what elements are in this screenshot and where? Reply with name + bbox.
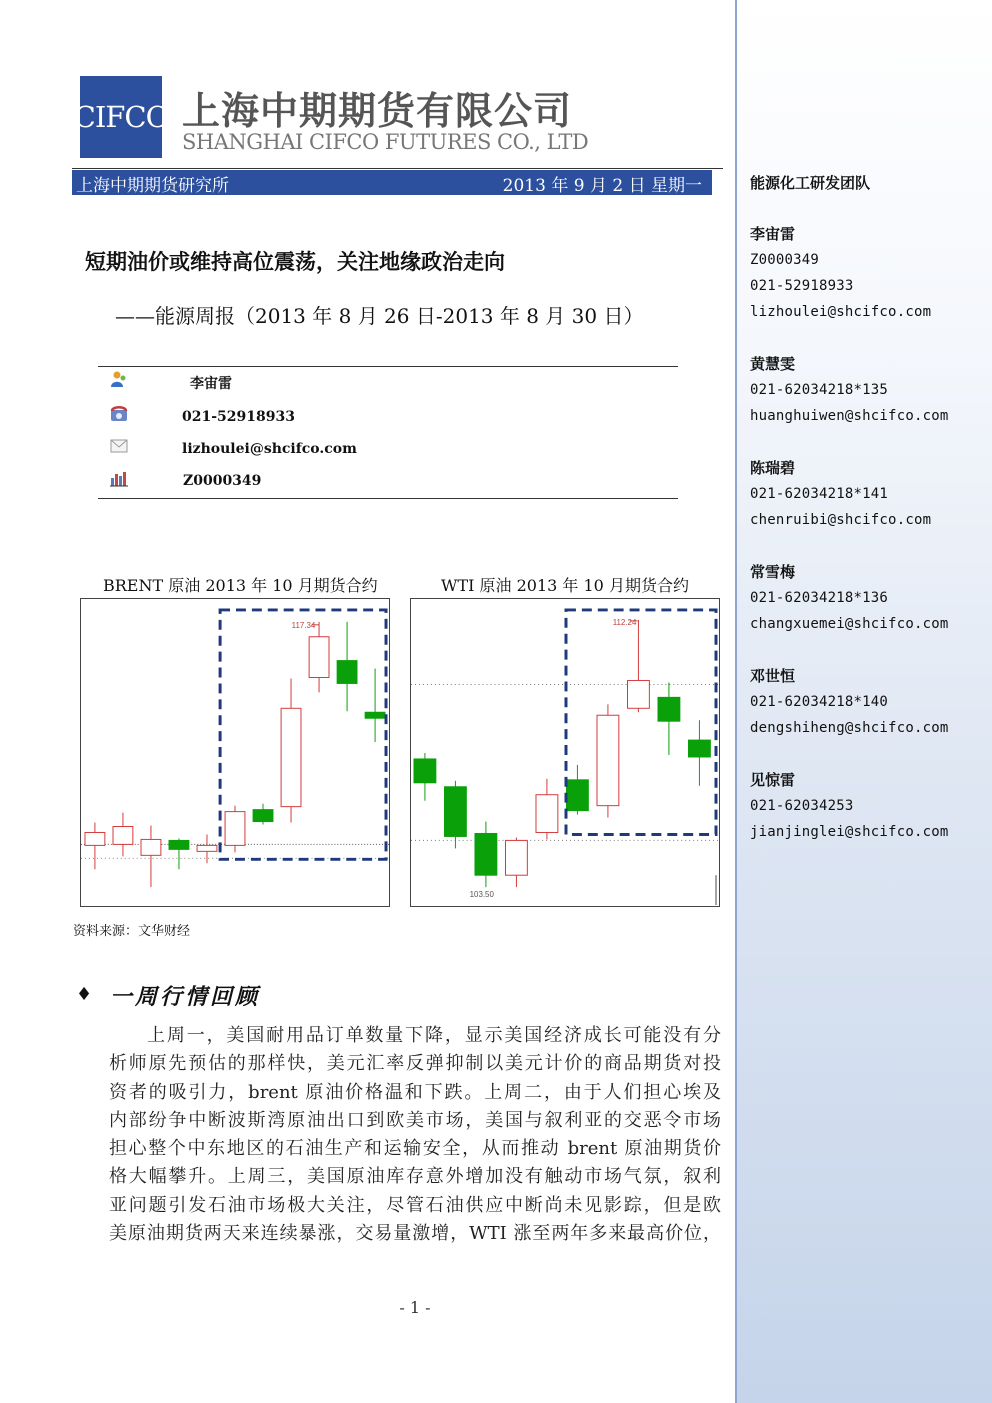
brent-candlestick-chart <box>80 598 390 907</box>
contact-phone: 021-62034218*141 <box>750 486 889 502</box>
candle-series <box>414 617 710 887</box>
body-line: 格大幅攀升。上周三，美国原油库存意外增加没有触动市场气氛，叙利 <box>109 1166 721 1188</box>
candle-body <box>253 810 273 822</box>
author-rule-top <box>98 366 678 367</box>
company-logo-mark: CIFCO <box>80 76 162 158</box>
wti-chart-title: WTI 原油 2013 年 10 月期货合约 <box>441 576 689 595</box>
contact-card <box>750 770 990 848</box>
contact-email[interactable]: chenruibi@shcifco.com <box>750 512 932 528</box>
candle-body <box>225 812 245 846</box>
contact-phone: 021-62034253 <box>750 798 854 814</box>
report-title: 短期油价或维持高位震荡，关注地缘政治走向 <box>85 250 505 274</box>
high-price-label: 112.24 <box>612 617 637 627</box>
contact-email[interactable]: dengshiheng@shcifco.com <box>750 720 949 736</box>
wti-candlestick-chart <box>410 598 720 907</box>
brent-chart-title: BRENT 原油 2013 年 10 月期货合约 <box>103 576 378 595</box>
high-price-label: 117.34 <box>291 620 316 630</box>
report-date: 2013 年 9 月 2 日 星期一 <box>502 176 702 196</box>
candle-body <box>505 840 527 875</box>
contact-card <box>750 666 990 744</box>
author-name: 李宙雷 <box>190 376 232 392</box>
body-line: 担心整个中东地区的石油生产和运输安全，从而推动 brent 原油期货价 <box>109 1138 721 1160</box>
candle-series <box>85 622 385 887</box>
contact-email[interactable]: changxuemei@shcifco.com <box>750 616 949 632</box>
contact-name: 见惊雷 <box>750 771 796 789</box>
report-subtitle: ——能源周报（2013 年 8 月 26 日-2013 年 8 月 30 日） <box>115 304 644 328</box>
chart-icon <box>109 469 129 487</box>
candle-body <box>309 637 329 678</box>
candle-body <box>444 787 466 837</box>
body-line: 亚问题引发石油市场极大关注，尽管石油供应中断尚未见影踪，但是欧 <box>109 1194 721 1216</box>
contact-sidebar <box>735 0 992 1403</box>
candle-body <box>365 712 385 718</box>
page-number: - 1 - <box>399 1298 431 1317</box>
body-line: 析师原先预估的那样快，美元汇率反弹抑制以美元计价的商品期货对投 <box>109 1053 721 1075</box>
candle-body <box>85 832 105 845</box>
candle-body <box>197 845 217 851</box>
candle-body <box>414 759 436 783</box>
contact-name: 李宙雷 <box>750 225 796 243</box>
person-icon <box>109 370 129 388</box>
candle-body <box>475 833 497 875</box>
author-email[interactable]: lizhoulei@shcifco.com <box>182 441 357 457</box>
contact-name: 常雪梅 <box>750 563 796 581</box>
header-bar <box>72 170 712 195</box>
candle-body <box>281 708 301 806</box>
contact-email[interactable]: jianjinglei@shcifco.com <box>750 824 949 840</box>
candle-body <box>566 780 588 811</box>
contact-name: 陈瑞碧 <box>750 459 796 477</box>
contact-email[interactable]: lizhoulei@shcifco.com <box>750 304 932 320</box>
contact-phone: 021-52918933 <box>750 278 854 294</box>
candle-body <box>688 740 710 757</box>
company-name-cn: 上海中期期货有限公司 <box>182 89 573 133</box>
contact-card <box>750 458 990 536</box>
phone-icon <box>109 405 129 423</box>
contact-name: 邓世恒 <box>750 667 796 685</box>
company-name-en: SHANGHAI CIFCO FUTURES CO., LTD <box>182 130 589 154</box>
candle-body <box>141 839 161 855</box>
team-name: 能源化工研发团队 <box>750 174 871 192</box>
body-line: 资者的吸引力，brent 原油价格温和下跌。上周二，由于人们担心埃及 <box>109 1081 721 1103</box>
body-line: 内部纷争中断波斯湾原油出口到欧美市场，美国与叙利亚的交恶令市场 <box>109 1109 721 1131</box>
contact-phone: 021-62034218*136 <box>750 590 889 606</box>
candle-body <box>658 697 680 721</box>
contact-phone: 021-62034218*135 <box>750 382 889 398</box>
author-license: Z0000349 <box>183 473 262 489</box>
contact-card <box>750 224 990 328</box>
low-price-label: 103.50 <box>469 890 494 900</box>
body-line: 上周一，美国耐用品订单数量下降，显示美国经济成长可能没有分 <box>147 1025 721 1046</box>
contact-name: 黄慧雯 <box>750 355 796 373</box>
contact-card <box>750 562 990 640</box>
contact-email[interactable]: huanghuiwen@shcifco.com <box>750 408 949 424</box>
section-title: 一周行情回顾 <box>110 984 261 1010</box>
author-rule-bottom <box>98 498 678 499</box>
chart-source: 资料来源：文华财经 <box>73 924 191 939</box>
contact-license: Z0000349 <box>750 252 820 268</box>
candle-body <box>597 715 619 805</box>
institute-name: 上海中期期货研究所 <box>76 176 229 196</box>
body-line: 美原油期货两天来连续暴涨，交易量激增，WTI 涨至两年多来最高价位， <box>109 1223 721 1245</box>
body-paragraph <box>109 1021 721 1247</box>
candle-body <box>337 661 357 684</box>
candle-body <box>536 795 558 833</box>
candle-body <box>627 680 649 708</box>
section-bullet: ♦ <box>76 984 93 1005</box>
candle-body <box>113 827 133 845</box>
contact-phone: 021-62034218*140 <box>750 694 889 710</box>
mail-icon <box>109 437 129 455</box>
contact-card <box>750 354 990 432</box>
header-rule <box>72 168 723 169</box>
author-phone: 021-52918933 <box>182 409 295 425</box>
candle-body <box>169 840 189 849</box>
